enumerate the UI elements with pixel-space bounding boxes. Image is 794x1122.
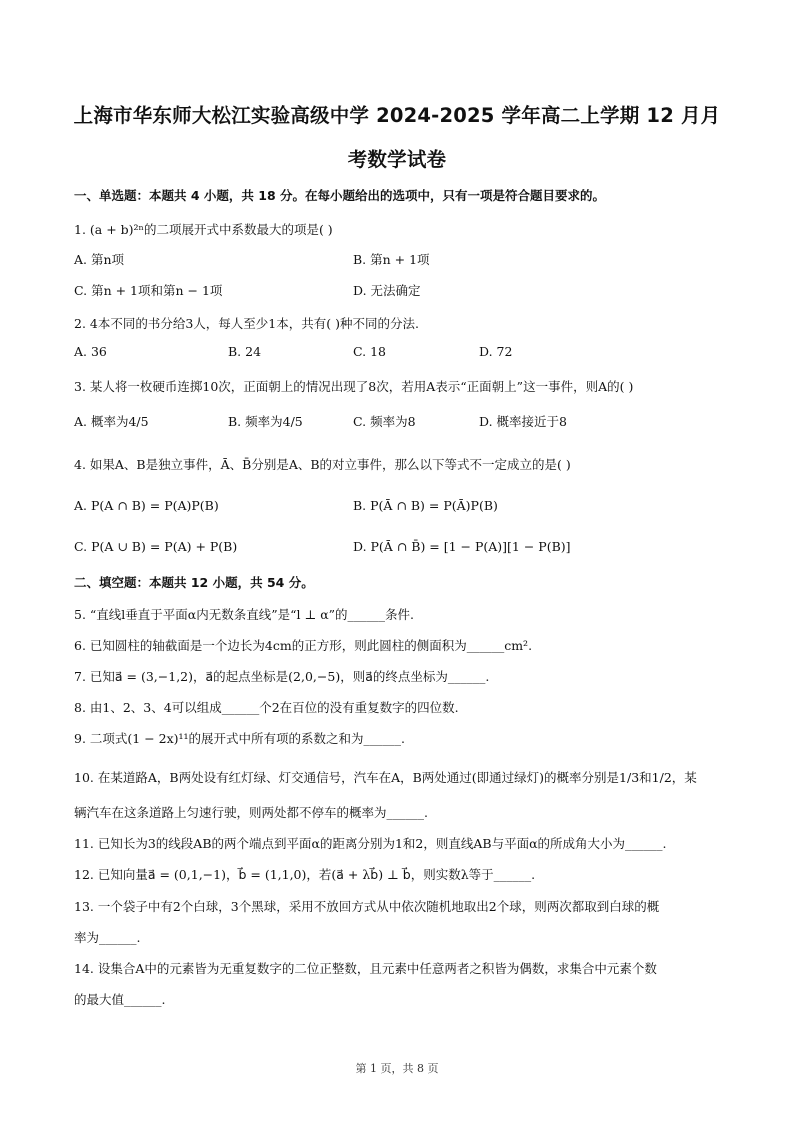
section-heading-fill-in: 二、填空题：本题共 12 小题，共 54 分。 xyxy=(74,575,314,590)
question-1-option-d: D. 无法确定 xyxy=(353,283,421,298)
question-2-option-d: D. 72 xyxy=(479,344,513,359)
question-5: 5. “直线l垂直于平面α内无数条直线”是“l ⊥ α”的______条件. xyxy=(74,607,415,622)
question-8: 8. 由1、2、3、4可以组成______个2在百位的没有重复数字的四位数. xyxy=(74,700,459,715)
question-2-option-b: B. 24 xyxy=(228,344,262,359)
question-11: 11. 已知长为3的线段AB的两个端点到平面α的距离分别为1和2，则直线AB与平面α的所成角大小为______. xyxy=(74,836,667,851)
question-2-option-a: A. 36 xyxy=(74,344,107,359)
question-3-option-c: C. 频率为8 xyxy=(353,414,416,429)
question-7: 7. 已知a⃗ = (3,−1,2)，a⃗的起点坐标是(2,0,−5)，则a⃗的终点坐标为______. xyxy=(74,669,490,684)
question-4-stem: 4. 如果A、B是独立事件，Ā、B̄分别是A、B的对立事件，那么以下等式不一定成立的是( ) xyxy=(74,457,571,472)
question-1-option-c: C. 第n + 1项和第n − 1项 xyxy=(74,283,223,298)
question-13-line-2: 率为______. xyxy=(74,930,141,945)
question-14-line-2: 的最大值______. xyxy=(74,992,166,1007)
question-14-line-1: 14. 设集合A中的元素皆为无重复数字的二位正整数，且元素中任意两者之积皆为偶数，求集合中元素个数 xyxy=(74,961,657,976)
question-3-option-d: D. 概率接近于8 xyxy=(479,414,567,429)
question-4-option-a: A. P(A ∩ B) = P(A)P(B) xyxy=(74,498,219,513)
question-10-line-1: 10. 在某道路A，B两处设有红灯绿、灯交通信号，汽车在A，B两处通过(即通过绿灯)的概率分别是1/3和1/2，某 xyxy=(74,770,697,785)
question-6: 6. 已知圆柱的轴截面是一个边长为4cm的正方形，则此圆柱的侧面积为______cm². xyxy=(74,638,533,653)
question-1-option-a: A. 第n项 xyxy=(74,252,125,267)
question-2-stem: 2. 4本不同的书分给3人，每人至少1本，共有( )种不同的分法. xyxy=(74,316,419,331)
question-4-option-d: D. P(Ā ∩ B̄) = [1 − P(A)][1 − P(B)] xyxy=(353,539,571,554)
exam-title-line-2: 考数学试卷 xyxy=(347,148,447,171)
question-10-line-2: 辆汽车在这条道路上匀速行驶，则两处都不停车的概率为______. xyxy=(74,805,428,820)
exam-title-line-1: 上海市华东师大松江实验高级中学 2024-2025 学年高二上学期 12 月月 xyxy=(73,104,721,127)
question-4-option-b: B. P(Ā ∩ B) = P(Ā)P(B) xyxy=(353,498,498,513)
question-3-option-b: B. 频率为4/5 xyxy=(228,414,303,429)
question-3-option-a: A. 概率为4/5 xyxy=(74,414,149,429)
question-13-line-1: 13. 一个袋子中有2个白球，3个黑球，采用不放回方式从中依次随机地取出2个球，则两次都取到白球的概 xyxy=(74,899,660,914)
question-4-option-c: C. P(A ∪ B) = P(A) + P(B) xyxy=(74,539,238,554)
question-1-stem: 1. (a + b)²ⁿ的二项展开式中系数最大的项是( ) xyxy=(74,222,333,237)
question-9: 9. 二项式(1 − 2x)¹¹的展开式中所有项的系数之和为______. xyxy=(74,731,406,746)
question-12: 12. 已知向量a⃗ = (0,1,−1)，b⃗ = (1,1,0)，若(a⃗ + λb⃗) ⊥ b⃗，则实数λ等于______. xyxy=(74,867,536,882)
question-3-stem: 3. 某人将一枚硬币连掷10次，正面朝上的情况出现了8次，若用A表示“正面朝上”这一事件，则A的( ) xyxy=(74,379,634,394)
section-heading-single-choice: 一、单选题：本题共 4 小题，共 18 分。在每小题给出的选项中，只有一项是符合题目要求的。 xyxy=(74,188,606,203)
question-1-option-b: B. 第n + 1项 xyxy=(353,252,430,267)
question-2-option-c: C. 18 xyxy=(353,344,386,359)
page-footer: 第 1 页，共 8 页 xyxy=(355,1062,439,1075)
